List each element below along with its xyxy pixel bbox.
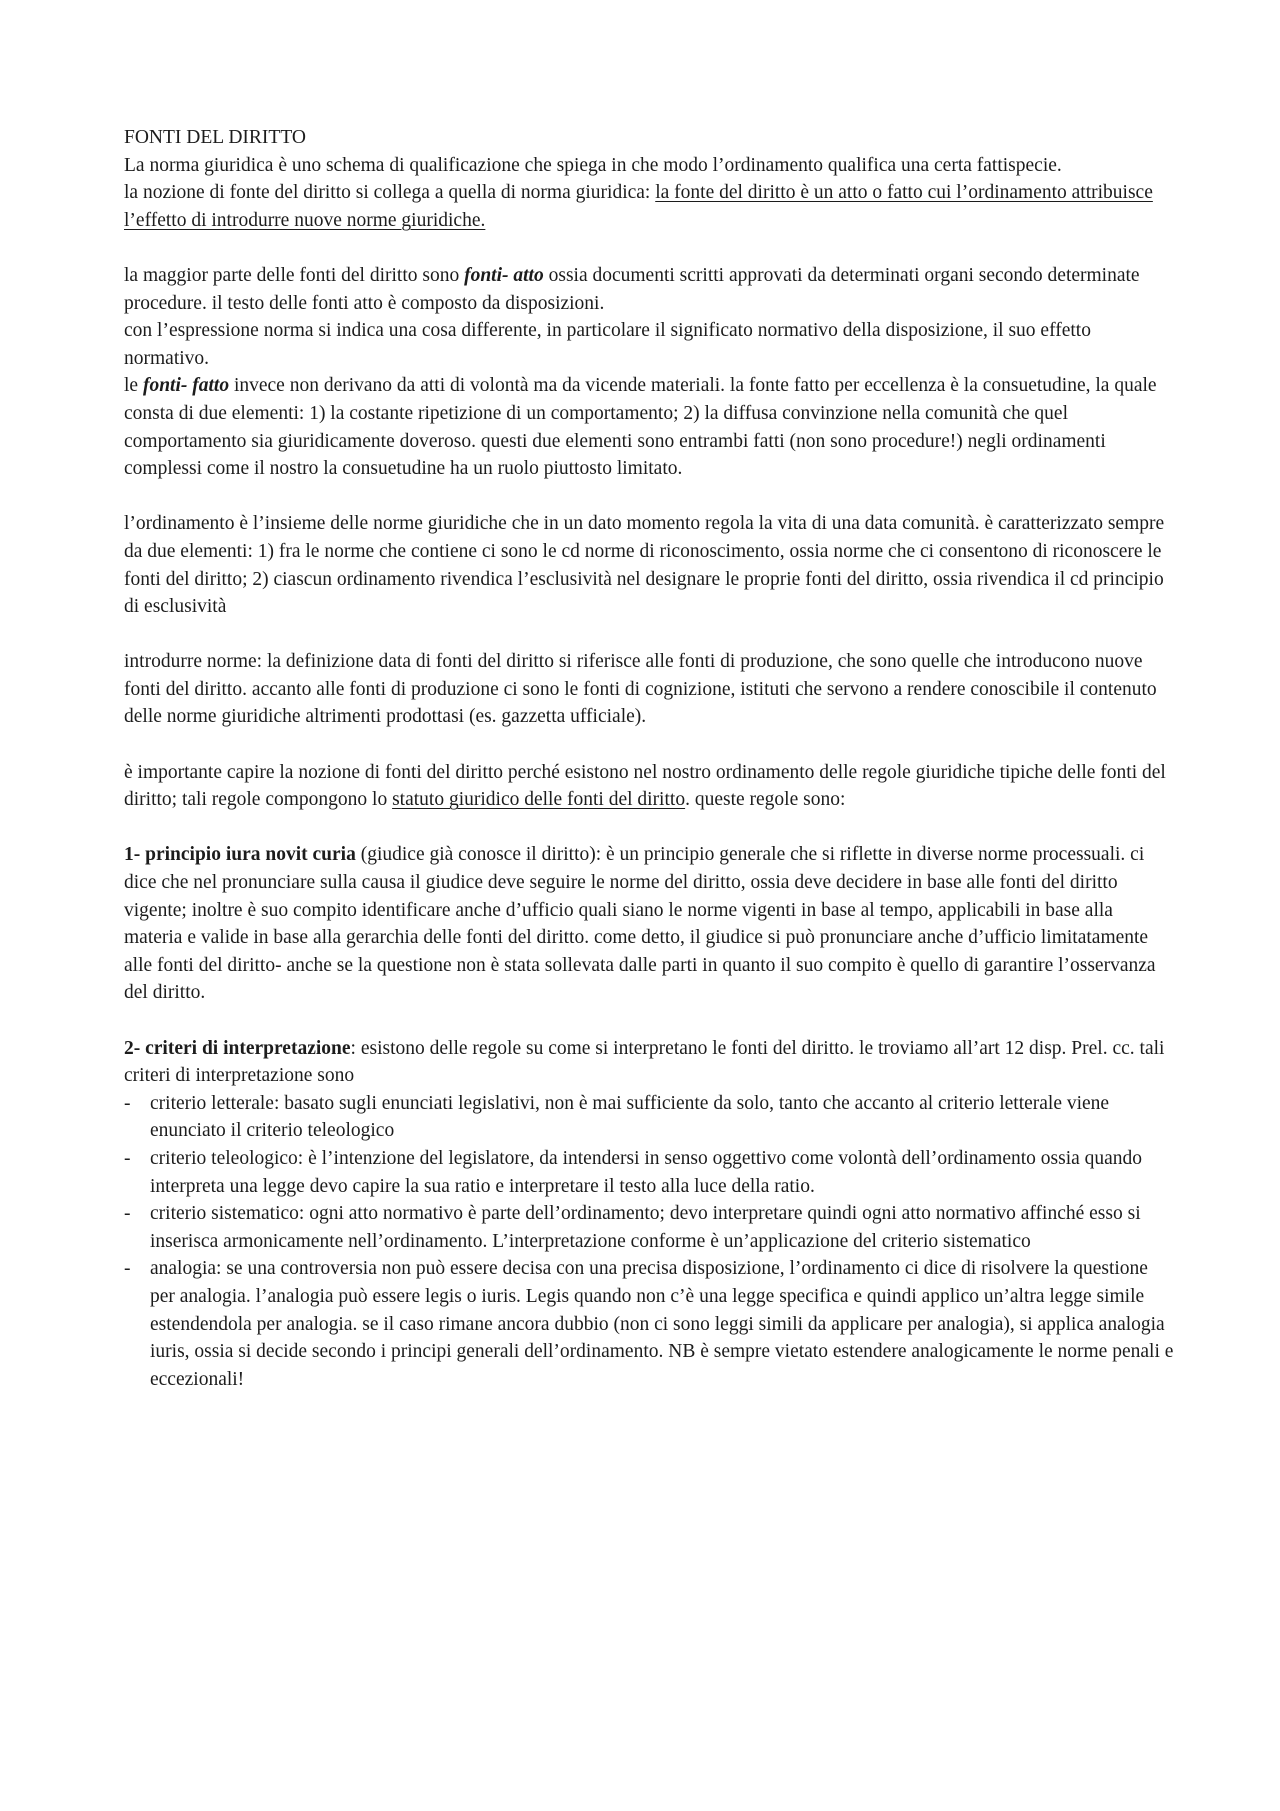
text: ossia documenti scritti approvati da determinati organi secondo determinate procedure. il testo delle fonti atto è composto da disposizioni. bbox=[124, 264, 1140, 314]
document-page bbox=[124, 124, 1174, 1393]
text: . queste regole sono: bbox=[685, 789, 846, 811]
criteria-list bbox=[124, 1090, 1174, 1394]
text: le bbox=[124, 375, 143, 397]
term-fonti-atto: fonti- atto bbox=[464, 264, 544, 286]
list-item-text: analogia: se una controversia non può essere decisa con una precisa disposizione, l’ordinamento ci dice di risolvere la questione per analogia. l’analogia può essere legis o iuris. Legis quando non c’è una legge specifica e quindi applico un’altra legge simile estendendola per analogia. se il caso rimane ancora dubbio (non ci sono leggi simili da applicare per analogia), si applica analogia iuris, ossia si decide secondo i principi generali dell’ordinamento. NB è sempre vietato estendere analogicamente le norme penali e eccezionali! bbox=[150, 1258, 1174, 1390]
text: invece non derivano da atti di volontà ma da vicende materiali. la fonte fatto per eccellenza è la consuetudine, la quale consta di due elementi: 1) la costante ripetizione di un comportamento; 2) la diffusa convinzione nella comunità che quel comportamento sia giuridicamente doveroso. questi due elementi sono entrambi fatti (non sono procedure!) negli ordinamenti complessi come il nostro la consuetudine ha un ruolo piuttosto limitato. bbox=[124, 375, 1157, 480]
list-item bbox=[124, 1145, 1174, 1200]
text: (giudice già conosce il diritto): è un principio generale che si riflette in diverse norme processuali. ci dice che nel pronunciare sulla causa il giudice deve seguire le norme del diritto, ossia deve decidere in base alle fonti del diritto vigente; inoltre è suo compito identificare anche d’ufficio quali siano le norme vigenti in base al tempo, applicabili in base alla materia e valide in base alla gerarchia delle fonti del diritto. come detto, il giudice si può pronunciare anche d’ufficio limitatamente alle fonti del diritto- anche se la questione non è stata sollevata dalle parti in quanto il suo compito è quello di garantire l’osservanza del diritto. bbox=[124, 844, 1156, 1004]
dash-bullet: - bbox=[124, 1258, 131, 1280]
dash-bullet: - bbox=[124, 1092, 131, 1114]
text: : esistono delle regole su come si interpretano le fonti del diritto. le troviamo all’art 12 disp. Prel. cc. tali criteri di interpretazione sono bbox=[124, 1037, 1165, 1087]
page-title: FONTI DEL DIRITTO bbox=[124, 127, 306, 148]
paragraph-norma-giuridica: La norma giuridica è uno schema di qualificazione che spiega in che modo l’ordinamento qualifica una certa fattispecie. bbox=[124, 154, 1062, 176]
blank-line bbox=[124, 731, 1174, 759]
underlined-definition: la fonte del diritto è un atto o fatto cui l’ordinamento attribuisce l’effetto di introdurre nuove norme giuridiche. bbox=[124, 182, 1153, 231]
underlined-statuto: statuto giuridico delle fonti del diritto bbox=[392, 789, 686, 811]
blank-line bbox=[124, 483, 1174, 511]
paragraph-criteri-interpretazione bbox=[124, 1035, 1174, 1090]
paragraph-introdurre-norme: introdurre norme: la definizione data di fonti del diritto si riferisce alle fonti di produzione, che sono quelle che introducono nuove fonti del diritto. accanto alle fonti di produzione ci sono le fonti di cognizione, istituti che servono a rendere conoscibile il contenuto delle norme giuridiche altrimenti prodottasi (es. gazzetta ufficiale). bbox=[124, 651, 1157, 728]
text: la maggior parte delle fonti del diritto sono bbox=[124, 264, 465, 286]
blank-line bbox=[124, 621, 1174, 649]
text: è importante capire la nozione di fonti del diritto perché esistono nel nostro ordinamento delle regole giuridiche tipiche delle fonti del diritto; tali regole compongono lo bbox=[124, 761, 1166, 811]
list-item bbox=[124, 1255, 1174, 1393]
paragraph-ordinamento: l’ordinamento è l’insieme delle norme giuridiche che in un dato momento regola la vita di una data comunità. è caratterizzato sempre da due elementi: 1) fra le norme che contiene ci sono le cd norme di riconoscimento, ossia norme che ci consentono di riconoscere le fonti del diritto; 2) ciascun ordinamento rivendica l’esclusività nel designare le proprie fonti del diritto, ossia rivendica il cd principio di esclusività bbox=[124, 513, 1165, 618]
dash-bullet: - bbox=[124, 1147, 131, 1169]
list-item-text: criterio teleologico: è l’intenzione del legislatore, da intendersi in senso oggettivo come volontà dell’ordinamento ossia quando interpreta una legge devo capire la sua ratio e interpretare il testo alla luce della ratio. bbox=[150, 1147, 1143, 1197]
paragraph-norma: con l’espressione norma si indica una cosa differente, in particolare il significato normativo della disposizione, il suo effetto normativo. bbox=[124, 320, 1091, 369]
blank-line bbox=[124, 814, 1174, 842]
paragraph-statuto-giuridico bbox=[124, 759, 1174, 814]
blank-line bbox=[124, 234, 1174, 262]
paragraph-nozione-fonte bbox=[124, 179, 1174, 234]
term-fonti-fatto: fonti- fatto bbox=[142, 375, 230, 397]
paragraph-iura-novit-curia bbox=[124, 841, 1174, 1007]
heading-criteri-interpretazione: 2- criteri di interpretazione bbox=[124, 1037, 351, 1059]
list-item bbox=[124, 1090, 1174, 1145]
blank-line bbox=[124, 1007, 1174, 1035]
paragraph-fonti-fatto bbox=[124, 372, 1174, 482]
paragraph-fonti-atto bbox=[124, 262, 1174, 317]
list-item-text: criterio letterale: basato sugli enunciati legislativi, non è mai sufficiente da solo, tanto che accanto al criterio letterale viene enunciato il criterio teleologico bbox=[150, 1092, 1110, 1142]
dash-bullet: - bbox=[124, 1203, 131, 1225]
heading-iura-novit-curia: 1- principio iura novit curia bbox=[124, 844, 356, 866]
list-item bbox=[124, 1200, 1174, 1255]
list-item-text: criterio sistematico: ogni atto normativo è parte dell’ordinamento; devo interpretare quindi ogni atto normativo affinché esso si inserisca armonicamente nell’ordinamento. L’interpretazione conforme è un’applicazione del criterio sistematico bbox=[150, 1203, 1141, 1252]
text: la nozione di fonte del diritto si collega a quella di norma giuridica: bbox=[124, 182, 656, 204]
